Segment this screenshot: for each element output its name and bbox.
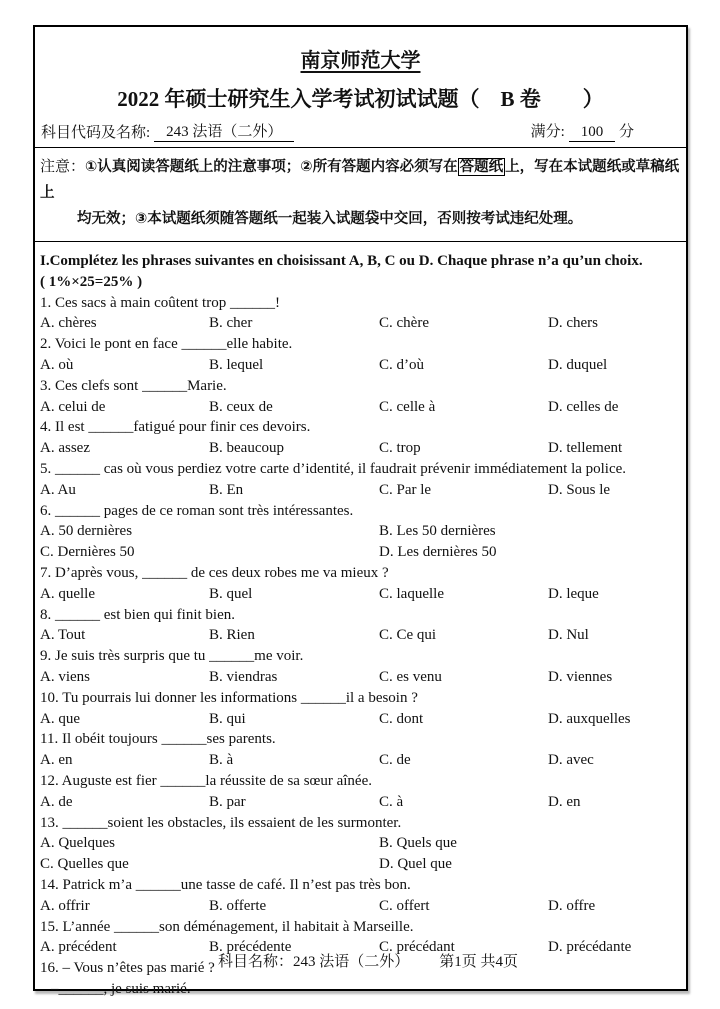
option-cell: C. Par le <box>379 481 432 498</box>
question-text: 4. Il est ______fatigué pour finir ces devoirs. <box>40 419 311 436</box>
option-cell: C. offert <box>379 897 430 914</box>
option-cell: A. assez <box>40 440 90 457</box>
question-block <box>40 875 681 917</box>
option-row <box>40 667 681 688</box>
option-row <box>40 750 681 771</box>
option-cell: D. Les dernières 50 <box>379 544 497 561</box>
section-title: I.Complétez les phrases suivantes en choisissant A, B, C ou D. Chaque phrase n’a qu’un choix. <box>40 253 643 269</box>
question-text: 10. Tu pourrais lui donner les informations ______il a besoin ? <box>40 689 418 706</box>
option-cell: C. d’où <box>379 356 424 373</box>
option-cell: D. Sous le <box>548 481 611 498</box>
option-cell: A. de <box>40 793 73 810</box>
page-footer <box>35 933 686 988</box>
notice-line1-post: 上，写在本试题纸或草稿纸上 <box>40 159 680 201</box>
option-cell: C. trop <box>379 440 421 457</box>
option-cell: D. viennes <box>548 668 613 685</box>
option-row <box>40 438 681 459</box>
question-block <box>40 417 681 459</box>
option-row <box>40 709 681 730</box>
score-unit: 分 <box>618 124 634 140</box>
option-row <box>40 480 681 501</box>
question-text: 6. ______ pages de ce roman sont très intéressantes. <box>40 502 354 519</box>
notice-line2: 均无效；③本试题纸须随答题纸一起装入试题袋中交回，否则按考试违纪处理。 <box>77 211 583 227</box>
score-label: 满分: <box>530 124 565 140</box>
option-cell: C. précédant <box>379 939 455 956</box>
question-block <box>40 646 681 688</box>
option-cell: C. Quelles que <box>40 856 129 873</box>
option-cell: B. cher <box>209 315 253 332</box>
score-value: 100 <box>569 124 616 142</box>
option-cell: B. viendras <box>209 668 278 685</box>
option-cell: C. dont <box>379 710 424 727</box>
option-cell: B. Rien <box>209 627 255 644</box>
option-cell: D. celles de <box>548 398 619 415</box>
notice-line1-pre: ①认真阅读答题纸上的注意事项；②所有答题内容必须写在 <box>85 159 458 175</box>
option-cell: A. où <box>40 356 74 373</box>
option-cell: C. es venu <box>379 668 442 685</box>
question-block <box>40 563 681 605</box>
option-cell: B. ceux de <box>209 398 273 415</box>
option-row <box>40 792 681 813</box>
option-cell: D. avec <box>548 752 594 769</box>
question-text: 3. Ces clefs sont ______Marie. <box>40 377 227 394</box>
option-cell: D. Nul <box>548 627 589 644</box>
question-list <box>40 293 681 1000</box>
option-cell: A. Au <box>40 481 76 498</box>
footer-subject: 科目名称：243 法语（二外） <box>217 954 410 970</box>
question-text: –______, je suis marié. <box>51 980 191 997</box>
option-cell: A. Quelques <box>40 835 115 852</box>
notice-block <box>35 148 686 241</box>
option-cell: A. celui de <box>40 398 106 415</box>
option-cell: C. celle à <box>379 398 436 415</box>
question-block <box>40 334 681 376</box>
option-row <box>40 625 681 646</box>
option-cell: D. chers <box>548 315 598 332</box>
option-row <box>40 397 681 418</box>
question-block <box>40 459 681 501</box>
option-cell: C. à <box>379 793 404 810</box>
footer-page-number: 第1页 共4页 <box>439 954 519 970</box>
question-text: 14. Patrick m’a ______une tasse de café. Il n’est pas très bon. <box>40 876 411 893</box>
question-text: 2. Voici le pont en face ______elle habite. <box>40 336 293 353</box>
question-block <box>40 376 681 418</box>
question-text: 16. – Vous n’êtes pas marié ? <box>40 960 215 977</box>
option-cell: D. en <box>548 793 581 810</box>
section-score-note: ( 1%×25=25% ) <box>40 273 143 290</box>
option-row <box>40 584 681 605</box>
exam-paper-page <box>33 25 688 997</box>
question-block <box>40 729 681 771</box>
question-text: 5. ______ cas où vous perdiez votre carte d’identité, il faudrait prévenir immédiatement la police. <box>40 460 627 477</box>
option-cell: C. Dernières 50 <box>40 544 135 561</box>
option-cell: B. quel <box>209 585 253 602</box>
paper-version: （ B 卷 ） <box>458 87 604 111</box>
question-block <box>40 688 681 730</box>
question-area <box>35 242 686 1000</box>
option-cell: B. précédente <box>209 939 292 956</box>
option-cell: B. Quels que <box>379 835 457 852</box>
option-row <box>40 833 681 854</box>
option-cell: D. Quel que <box>379 856 452 873</box>
university-title: 南京师范大学 <box>300 50 421 72</box>
subject-code-value: 243 法语（二外） <box>154 120 294 142</box>
exam-title-text: 2022 年硕士研究生入学考试初试试题 <box>117 87 459 111</box>
option-cell: B. En <box>209 481 244 498</box>
option-cell: A. que <box>40 710 80 727</box>
option-cell: B. qui <box>209 710 246 727</box>
option-cell: A. précédent <box>40 939 117 956</box>
option-cell: D. duquel <box>548 356 608 373</box>
option-cell: C. laquelle <box>379 585 444 602</box>
question-text: 13. ______soient les obstacles, ils essaient de les surmonter. <box>40 814 402 831</box>
option-cell: A. chères <box>40 315 97 332</box>
question-text: 7. D’après vous, ______ de ces deux robes me va mieux ? <box>40 564 389 581</box>
option-cell: A. viens <box>40 668 90 685</box>
option-cell: C. chère <box>379 315 429 332</box>
option-row <box>40 896 681 917</box>
option-cell: B. beaucoup <box>209 440 284 457</box>
option-cell: A. 50 dernières <box>40 523 133 540</box>
question-text: 1. Ces sacs à main coûtent trop ______! <box>40 294 280 311</box>
option-cell: A. en <box>40 752 73 769</box>
notice-boxed-term: 答题纸 <box>459 159 504 175</box>
option-cell: B. à <box>209 752 234 769</box>
option-row <box>40 542 681 563</box>
option-cell: C. Ce qui <box>379 627 437 644</box>
subject-code-label: 科目代码及名称: <box>41 125 151 141</box>
option-cell: D. offre <box>548 897 596 914</box>
option-row <box>40 521 681 542</box>
option-cell: A. offrir <box>40 897 90 914</box>
option-cell: A. Tout <box>40 627 86 644</box>
question-text: 9. Je suis très surpris que tu ______me voir. <box>40 648 304 665</box>
notice-label: 注意： <box>40 159 86 175</box>
exam-title <box>35 83 686 113</box>
option-cell: D. auxquelles <box>548 710 631 727</box>
option-cell: B. offerte <box>209 897 267 914</box>
question-block <box>40 293 681 335</box>
option-cell: D. tellement <box>548 440 623 457</box>
question-block <box>40 501 681 563</box>
question-text: 11. Il obéit toujours ______ses parents. <box>40 731 276 748</box>
question-text: 8. ______ est bien qui finit bien. <box>40 606 235 623</box>
question-block <box>40 605 681 647</box>
option-cell: C. de <box>379 752 411 769</box>
option-row <box>40 355 681 376</box>
option-cell: B. par <box>209 793 246 810</box>
question-text: 15. L’année ______son déménagement, il habitait à Marseille. <box>40 918 414 935</box>
option-cell: D. leque <box>548 585 599 602</box>
full-score <box>531 120 634 142</box>
question-text: 12. Auguste est fier ______la réussite de sa sœur aînée. <box>40 772 372 789</box>
option-cell: A. quelle <box>40 585 95 602</box>
option-cell: B. Les 50 dernières <box>379 523 496 540</box>
question-block <box>40 771 681 813</box>
option-row <box>40 854 681 875</box>
option-cell: B. lequel <box>209 356 264 373</box>
subject-meta-row <box>41 120 678 147</box>
option-row <box>40 313 681 334</box>
option-cell: D. précédante <box>548 939 632 956</box>
question-block <box>40 813 681 875</box>
